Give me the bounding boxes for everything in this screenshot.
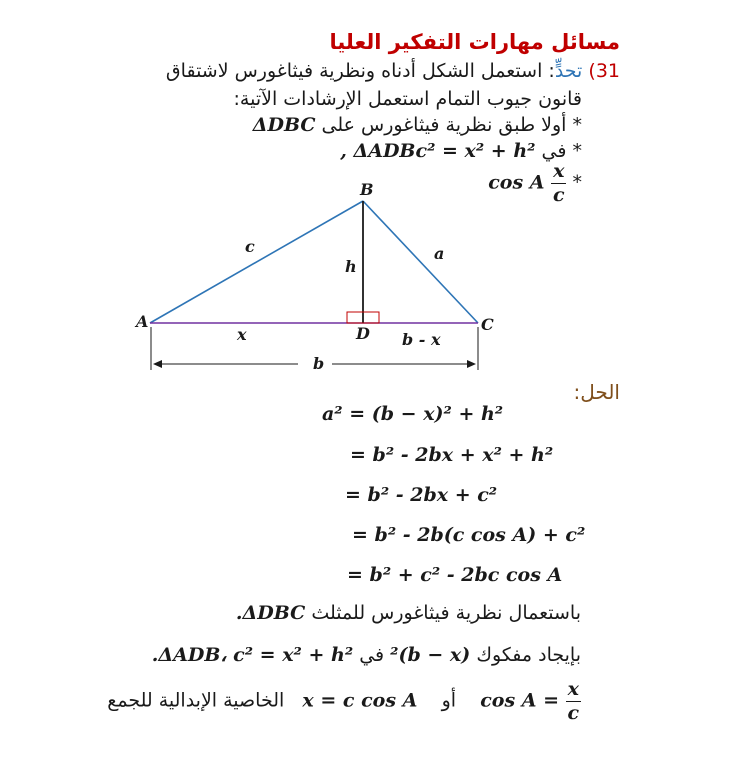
label-D: D (356, 324, 370, 343)
note-2-math-2: ΔADB، c² = x² + h². (151, 644, 354, 666)
problem-line-2: قانون جيوب التمام استعمل الإرشادات الآتية: (233, 88, 582, 110)
label-x: x (237, 325, 247, 344)
hint-2-text: * في (541, 140, 582, 162)
note-3-text: الخاصية الإبدالية للجمع (107, 689, 285, 712)
step-5: = b² + c² - 2bc cos A (347, 564, 563, 586)
hint-3-numerator: x (553, 160, 565, 182)
note-3-denominator: c (567, 702, 580, 724)
note-2 (152, 644, 581, 666)
step-4: = b² - 2b(c cos A) + c² (352, 524, 586, 546)
hint-3-star: * (572, 171, 582, 194)
solution-label: الحل: (573, 380, 620, 404)
note-2-text-2: في (359, 644, 385, 666)
step-1: a² = (b − x)² + h² (322, 403, 504, 425)
note-3-math-1: x = c cos A (302, 689, 418, 712)
note-3 (107, 680, 581, 723)
note-3-fraction (566, 680, 581, 723)
hint-3-denominator: c (553, 184, 565, 206)
arrowhead-left (153, 360, 162, 368)
label-h: h (345, 257, 357, 276)
label-c: c (245, 237, 255, 256)
hint-2-math: ΔADB (353, 140, 416, 162)
note-3-numerator: x (567, 678, 579, 700)
note-3-cos: cos A = (480, 689, 560, 712)
note-1-text: باستعمال نظرية فيثاغورس للمثلث (311, 602, 581, 624)
hint-1-math: ΔDBC (252, 114, 316, 136)
label-A: A (136, 312, 149, 331)
arrowhead-right (467, 360, 476, 368)
note-3-cos-fraction (480, 680, 581, 723)
page-title: مسائل مهارات التفكير العليا (329, 30, 620, 54)
note-3-or: أو (441, 689, 457, 712)
problem-number: 31) (588, 60, 620, 82)
side-c (150, 201, 363, 323)
label-a: a (434, 244, 445, 263)
label-b: b (313, 354, 325, 373)
hint-2-equation: c² = x² + h² , (340, 140, 536, 162)
problem-keyword: تحدٍّ (554, 60, 583, 82)
step-2: = b² - 2bx + x² + h² (350, 444, 554, 466)
label-C: C (481, 315, 494, 334)
side-a (363, 201, 478, 323)
note-2-math-1: (b − x)² (390, 644, 471, 666)
hint-1-text: * أولا طبق نظرية فيثاغورس على (321, 114, 582, 136)
note-1-math: ΔDBC. (235, 602, 306, 624)
label-b-minus-x: b - x (402, 330, 441, 349)
step-3: = b² - 2bx + c² (345, 484, 498, 506)
note-1 (236, 602, 581, 624)
note-2-text: بإيجاد مفكوك (476, 644, 581, 666)
problem-text-1: : استعمل الشكل أدناه ونظرية فيثاغورس لاشتقاق (165, 60, 555, 82)
hint-3-cos: cos A (488, 171, 545, 194)
label-B: B (360, 180, 374, 199)
